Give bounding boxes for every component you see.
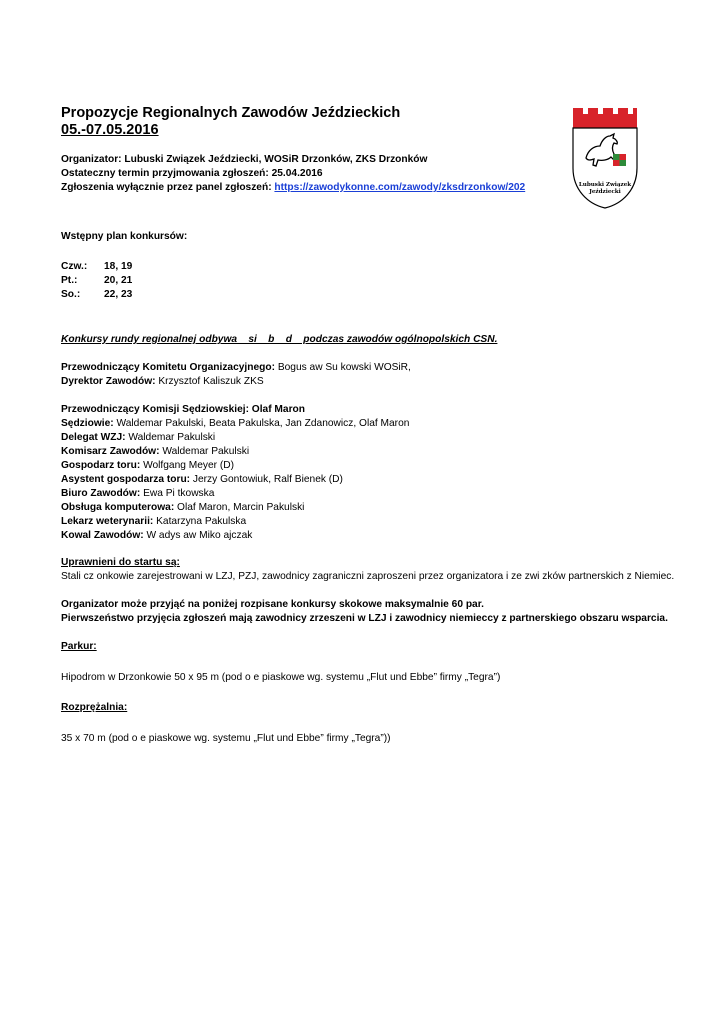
page-title: Propozycje Regionalnych Zawodów Jeździeckich [61,105,401,121]
official-value: Wolfgang Meyer (D) [140,460,235,471]
official-row [61,431,215,445]
logo-text-line1: Lubuski Związek [578,182,632,188]
official-label: Obsługa komputerowa: [61,502,175,513]
official-label: Lekarz weterynarii: [61,516,154,527]
official-row [61,487,214,501]
official-row [61,501,304,515]
official-value: Waldemar Pakulski [159,446,250,457]
registration-line [61,181,525,195]
official-row [61,459,234,473]
official-value: Olaf Maron, Marcin Pakulski [174,502,305,513]
official-label: Biuro Zawodów: [61,488,141,499]
jury-head: Przewodniczący Komisji Sędziowskiej: Olaf Maron [61,404,305,415]
official-label: Delegat WZJ: [61,432,126,443]
committee-chair-label: Przewodniczący Komitetu Organizacyjnego: [61,362,275,373]
regional-note: Konkursy rundy regionalnej odbywa si b d podczas zawodów ogólnopolskich CSN. [61,334,498,345]
warmup-heading: Rozprężalnia: [61,702,128,713]
deadline-line: Ostateczny termin przyjmowania zgłoszeń: 25.04.2016 [61,168,323,179]
competition-director [61,375,264,389]
warmup-text: 35 x 70 m (pod o e piaskowe wg. systemu „Flut und Ebbe” firmy „Tegra”)) [61,733,391,744]
limits-line2: Pierwszeństwo przyjęcia zgłoszeń mają zawodnicy zrzeszeni w LZJ i zawodnicy niemieccy z partnerskiego obszaru wsparcia. [61,613,668,624]
official-label: Asystent gospodarza toru: [61,474,191,485]
official-label: Sędziowie: [61,418,114,429]
official-label: Gospodarz toru: [61,460,141,471]
official-value: Katarzyna Pakulska [153,516,247,527]
official-row [61,417,409,431]
eligibility-text: Stali cz onkowie zarejestrowani w LZJ, PZJ, zawodnicy zagraniczni zaproszeni przez organizatora i ze zwi zków partnerskich z Niemiec. [61,571,675,582]
plan-value: 20, 21 [104,275,133,286]
official-row [61,515,246,529]
committee-chair [61,361,411,375]
plan-value: 18, 19 [104,261,133,272]
eligibility-heading: Uprawnieni do startu są: [61,557,180,568]
official-value: Jerzy Gontowiuk, Ralf Bienek (D) [190,474,343,485]
date-range: 05.-07.05.2016 [61,122,159,138]
plan-day: Pt.: [61,275,78,286]
plan-row [61,288,132,302]
official-value: Ewa Pi tkowska [140,488,215,499]
official-row [61,529,252,543]
official-value: Waldemar Pakulski [125,432,216,443]
official-value: W adys aw Miko ajczak [143,530,253,541]
official-value: Waldemar Pakulski, Beata Pakulska, Jan Zdanowicz, Olaf Maron [113,418,410,429]
plan-day: Czw.: [61,261,88,272]
limits-line1: Organizator może przyjąć na poniżej rozpisane konkursy skokowe maksymalnie 60 par. [61,599,484,610]
official-label: Komisarz Zawodów: [61,446,160,457]
registration-prefix: Zgłoszenia wyłącznie przez panel zgłoszeń: [61,182,275,193]
committee-chair-value: Bogus aw Su kowski WOSiR, [274,362,411,373]
plan-heading: Wstępny plan konkursów: [61,231,188,242]
competition-director-value: Krzysztof Kaliszuk ZKS [155,376,264,387]
official-label: Kowal Zawodów: [61,530,144,541]
organizer-line: Organizator: Lubuski Związek Jeździecki, WOSiR Drzonków, ZKS Drzonków [61,154,428,165]
logo-text-line2: Jeździecki [589,189,621,195]
plan-value: 22, 23 [104,289,133,300]
competition-director-label: Dyrektor Zawodów: [61,376,156,387]
plan-day: So.: [61,289,81,300]
registration-link[interactable]: https://zawodykonne.com/zawody/zksdrzonkow/202 [274,182,526,193]
official-row [61,473,343,487]
parkur-text: Hipodrom w Drzonkowie 50 x 95 m (pod o e piaskowe wg. systemu „Flut und Ebbe” firmy „Tegra”) [61,672,501,683]
plan-row [61,260,132,274]
plan-row [61,274,132,288]
federation-logo [572,106,638,210]
parkur-heading: Parkur: [61,641,97,652]
official-row [61,445,249,459]
